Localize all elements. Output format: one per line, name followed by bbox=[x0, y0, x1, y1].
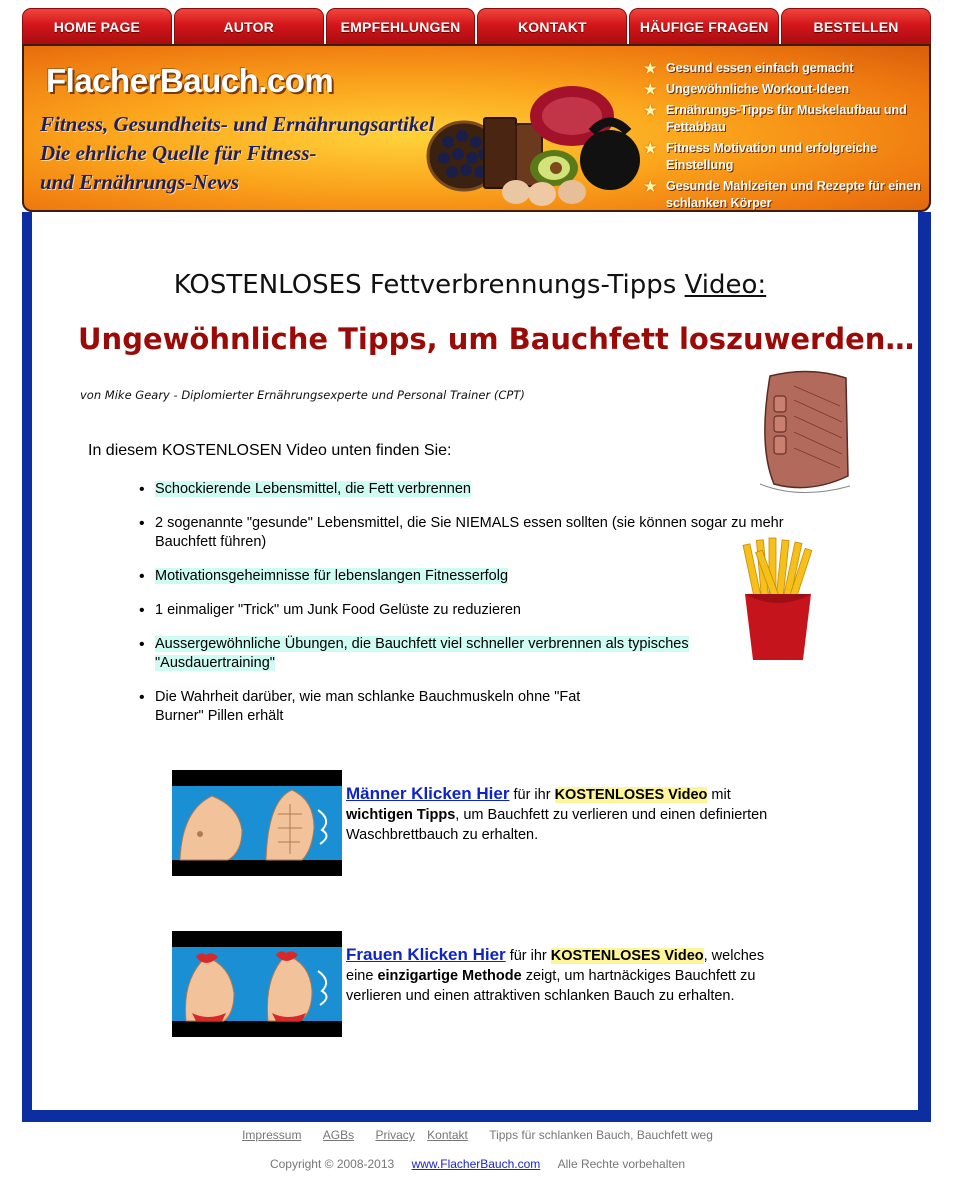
list-item: • Die Wahrheit darüber, wie man schlanke Bauchmuskeln ohne "Fat Burner" Pillen erhält bbox=[137, 688, 597, 726]
benefits-list bbox=[642, 60, 931, 212]
free-video-badge: KOSTENLOSES Video bbox=[554, 787, 708, 803]
benefit-item: ★ Fitness Motivation und erfolgreiche Einstellung bbox=[644, 140, 878, 172]
top-navigation bbox=[22, 8, 931, 44]
list-item: • Motivationsgeheimnisse für lebenslangen Fitnesserfolg bbox=[137, 567, 797, 586]
french-fries-image bbox=[737, 536, 819, 663]
nav-autor[interactable]: AUTOR bbox=[174, 8, 324, 44]
headline-video-link[interactable]: Video: bbox=[684, 270, 767, 300]
nav-empfehlungen[interactable]: EMPFEHLUNGEN bbox=[326, 8, 476, 44]
women-video-thumbnail[interactable] bbox=[172, 931, 342, 1037]
women-video-link[interactable]: Frauen Klicken Hier bbox=[346, 945, 506, 964]
header-banner bbox=[22, 44, 931, 212]
footer-links bbox=[0, 1128, 955, 1142]
tagline-line: und Ernährungs-News bbox=[40, 170, 240, 194]
men-video-description: Männer Klicken Hier für ihr KOSTENLOSES Video mit wichtigen Tipps, um Bauchfett zu verlieren und einen definierten Waschbrettbauch zu erhalten. bbox=[346, 784, 768, 843]
tagline-line: Die ehrliche Quelle für Fitness- bbox=[40, 141, 317, 165]
footer-link-privacy[interactable]: Privacy bbox=[375, 1128, 415, 1142]
women-video-description: Frauen Klicken Hier für ihr KOSTENLOSES Video, welches eine einzigartige Methode zeigt, um hartnäckiges Bauchfett zu verlieren und einen attraktiven schlanken Bauch zu erhalten. bbox=[346, 945, 765, 1004]
list-item: • Aussergewöhnliche Übungen, die Bauchfett viel schneller verbrennen als typisches "Ausdauertraining" bbox=[137, 635, 727, 673]
footer-link-kontakt[interactable]: Kontakt bbox=[427, 1128, 468, 1142]
rights-text: Alle Rechte vorbehalten bbox=[557, 1157, 686, 1171]
intro-text: In diesem KOSTENLOSEN Video unten finden Sie: bbox=[88, 442, 452, 459]
men-video-link[interactable]: Männer Klicken Hier bbox=[346, 784, 510, 803]
benefit-item: ★ Ernährungs-Tipps für Muskelaufbau und Fettabbau bbox=[644, 102, 907, 134]
banner-tagline bbox=[40, 110, 440, 197]
nav-home-page[interactable]: HOME PAGE bbox=[22, 8, 172, 44]
star-icon: ★ bbox=[644, 178, 657, 194]
star-icon: ★ bbox=[644, 140, 657, 156]
page-subheadline: Ungewöhnliche Tipps, um Bauchfett loszuwerden… bbox=[78, 322, 915, 356]
benefit-bullets bbox=[137, 480, 797, 741]
free-video-badge: KOSTENLOSES Video bbox=[550, 948, 704, 964]
nav-haeufige-fragen[interactable]: HÄUFIGE FRAGEN bbox=[629, 8, 779, 44]
list-item: • 1 einmaliger "Trick" um Junk Food Gelüste zu reduzieren bbox=[137, 601, 797, 620]
healthy-food-illustration bbox=[424, 76, 644, 206]
footer-site-link[interactable]: www.FlacherBauch.com bbox=[411, 1157, 541, 1171]
site-logo[interactable]: FlacherBauch.com bbox=[46, 62, 334, 99]
star-icon: ★ bbox=[644, 81, 657, 97]
footer-link-agbs[interactable]: AGBs bbox=[322, 1128, 355, 1142]
page-headline: KOSTENLOSES Fettverbrennungs-Tipps Video: bbox=[173, 270, 767, 300]
author-byline: von Mike Geary - Diplomierter Ernährungsexperte und Personal Trainer (CPT) bbox=[80, 388, 525, 402]
men-video-thumbnail[interactable] bbox=[172, 770, 342, 876]
copyright-text: Copyright © 2008-2013 bbox=[269, 1157, 395, 1171]
benefit-item: ★ Ungewöhnliche Workout-Ideen bbox=[644, 81, 850, 97]
nav-bestellen[interactable]: BESTELLEN bbox=[781, 8, 931, 44]
star-icon: ★ bbox=[644, 102, 657, 118]
benefit-item: ★ Gesund essen einfach gemacht bbox=[644, 60, 854, 76]
star-icon: ★ bbox=[644, 60, 657, 76]
list-item: • Schockierende Lebensmittel, die Fett verbrennen bbox=[137, 480, 797, 499]
footer-tagline: Tipps für schlanken Bauch, Bauchfett weg bbox=[489, 1128, 713, 1142]
list-item: • 2 sogenannte "gesunde" Lebensmittel, die Sie NIEMALS essen sollten (sie können sogar zu mehr Bauchfett führen) bbox=[137, 514, 797, 552]
nav-kontakt[interactable]: KONTAKT bbox=[477, 8, 627, 44]
footer-copyright bbox=[0, 1157, 955, 1171]
footer-link-impressum[interactable]: Impressum bbox=[242, 1128, 302, 1142]
frame-bottom-bar bbox=[22, 1110, 931, 1122]
benefit-item: ★ Gesunde Mahlzeiten und Rezepte für einen schlanken Körper bbox=[644, 178, 921, 210]
tagline-line: Fitness, Gesundheits- und Ernährungsartikel bbox=[40, 112, 435, 136]
